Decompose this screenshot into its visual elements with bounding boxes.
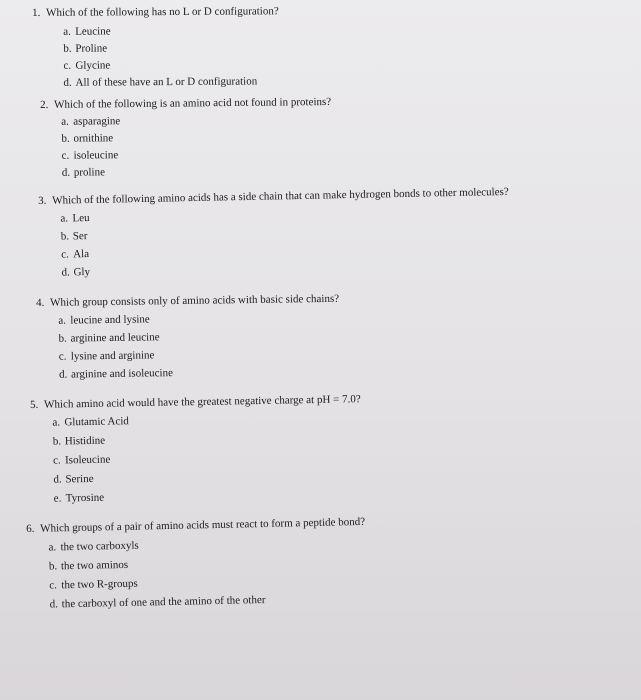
option-text: isoleucine (73, 149, 119, 162)
answer-options (63, 22, 279, 92)
option-text: Proline (75, 42, 108, 55)
option-letter: d. (63, 76, 72, 89)
question-4 (36, 292, 340, 384)
answer-options (58, 308, 340, 384)
question-number: 1. (32, 6, 41, 19)
question-5 (30, 392, 363, 509)
answer-options (60, 201, 510, 282)
option-letter: a. (58, 314, 67, 327)
option-letter: c. (61, 149, 70, 162)
option-letter: a. (52, 416, 61, 429)
option-text: asparagine (73, 115, 121, 128)
question-number: 5. (30, 398, 39, 411)
question-1 (32, 4, 279, 92)
question-number: 3. (38, 194, 47, 207)
question-2 (40, 95, 332, 182)
option-text: Leu (72, 212, 90, 225)
answer-option (63, 22, 279, 41)
option-text: Serine (65, 472, 94, 486)
option-text: Tyrosine (65, 491, 105, 505)
option-letter: b. (60, 230, 70, 243)
option-text: proline (73, 166, 106, 179)
option-text: arginine and leucine (70, 331, 160, 345)
option-letter: c. (58, 350, 67, 363)
question-number: 4. (36, 296, 45, 309)
question-prompt: Which group consists only of amino acids with basic side chains? (50, 292, 340, 309)
option-text: Ser (72, 230, 88, 243)
option-letter: d. (49, 598, 59, 611)
question-prompt: Which of the following is an amino acid not found in proteins? (54, 95, 332, 111)
answer-option (63, 56, 279, 75)
option-text: ornithine (73, 132, 114, 145)
option-text: Gly (73, 266, 91, 279)
question-number: 2. (40, 98, 49, 111)
question-6 (26, 515, 367, 615)
answer-options (48, 532, 367, 615)
question-text (32, 4, 279, 20)
option-letter: b. (52, 435, 62, 448)
option-letter: d. (61, 266, 70, 279)
question-prompt: Which amino acid would have the greatest negative charge at pH = 7.0? (44, 393, 361, 411)
option-letter: d. (59, 368, 68, 381)
answer-option (62, 162, 332, 182)
option-letter: d. (61, 166, 71, 179)
option-text: Isoleucine (64, 453, 111, 467)
option-letter: e. (53, 492, 62, 505)
option-letter: c. (52, 454, 61, 467)
option-text: All of these have an L or D configuration (75, 75, 258, 89)
question-text (36, 292, 339, 310)
option-text: lysine and arginine (70, 349, 155, 363)
option-text: leucine and lysine (70, 313, 150, 327)
answer-option (63, 39, 279, 58)
option-text: Histidine (64, 434, 106, 448)
option-letter: b. (63, 42, 72, 55)
option-text: Glycine (75, 59, 111, 72)
option-letter: a. (63, 25, 71, 38)
option-text: the carboxyl of one and the amino of the other (61, 594, 266, 611)
question-prompt: Which groups of a pair of amino acids must react to form a peptide bond? (40, 515, 366, 535)
option-letter: a. (61, 115, 69, 128)
option-letter: c. (61, 248, 69, 261)
question-number: 6. (26, 522, 35, 535)
option-text: the two carboxyls (60, 539, 139, 554)
option-text: the two R-groups (61, 577, 138, 592)
option-letter: b. (48, 560, 58, 573)
option-letter: c. (63, 59, 72, 72)
option-letter: c. (49, 579, 58, 592)
answer-option (54, 484, 363, 508)
question-prompt: Which of the following has no L or D configuration? (46, 5, 279, 19)
option-text: Ala (73, 248, 90, 261)
option-text: Leucine (75, 25, 111, 38)
option-text: Glutamic Acid (64, 415, 129, 429)
answer-option (63, 73, 279, 92)
question-text (40, 95, 331, 112)
option-letter: a. (48, 541, 57, 554)
answer-options (52, 408, 362, 508)
option-letter: b. (61, 132, 70, 145)
question-prompt: Which of the following amino acids has a side chain that can make hydrogen bonds to other molecules? (52, 185, 509, 207)
question-3 (38, 185, 510, 282)
option-letter: b. (58, 332, 67, 345)
option-text: arginine and isoleucine (71, 367, 174, 381)
option-letter: a. (60, 212, 69, 225)
option-letter: d. (53, 473, 62, 486)
answer-option (59, 362, 340, 384)
option-text: the two aminos (60, 558, 129, 573)
answer-options (61, 111, 332, 182)
